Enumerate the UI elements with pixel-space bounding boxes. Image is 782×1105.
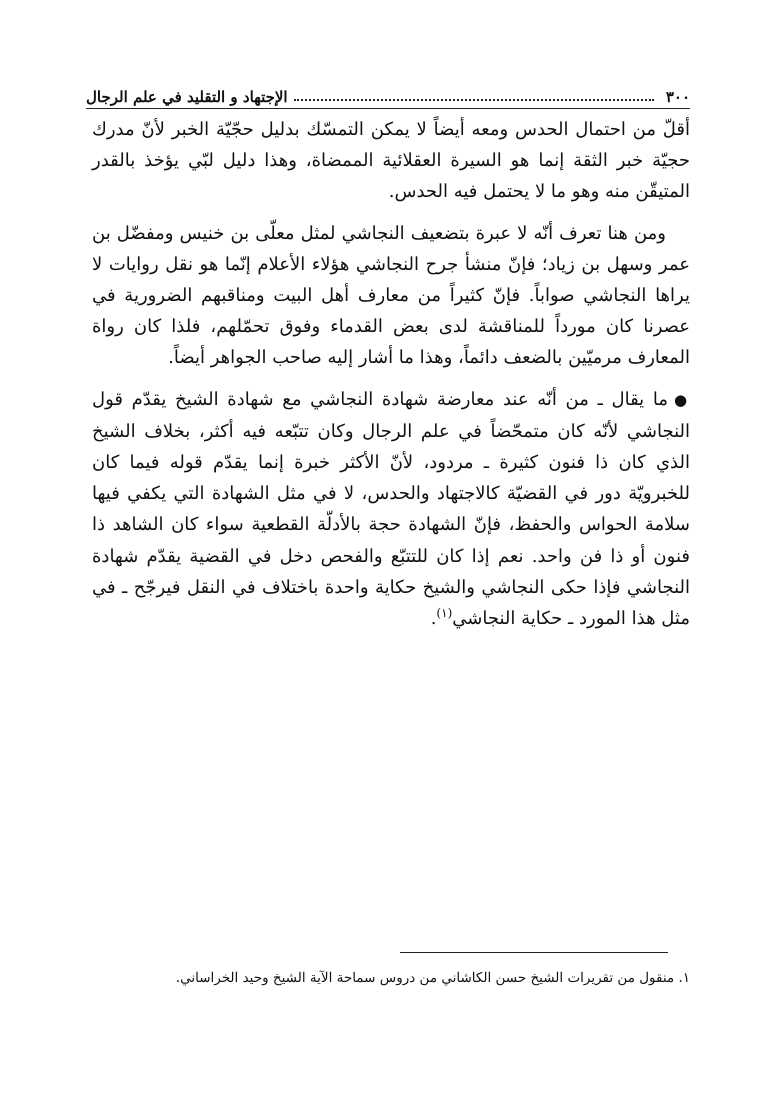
paragraph-3 (92, 384, 690, 635)
page-header (86, 76, 690, 106)
footnote-reference[interactable]: (١) (436, 606, 453, 621)
closing-period: . (430, 608, 437, 630)
page-number: ٣٠٠ (665, 88, 690, 106)
dotted-leader (294, 99, 654, 101)
paragraph-3-text: ما يقال ـ من أنّه عند معارضة شهادة النجاشي مع شهادة الشيخ يقدّم قول النجاشي لأنّه كان متمحّضاً في علم الرجال وكان تتبّعه فيه أكثر، بخلاف الشيخ الذي كان ذا فنون كثيرة ـ مردود، لأنّ الأكثر خبرة إنما يقدّم قوله فيما كان للخبرويّة دور في القضيّة كالاجتهاد والحدس، لا في مثل الشهادة التي يكفي فيها سلامة الحواس والحفظ، فإنّ الشهادة حجة بالأدلّة القطعية سواء كان الشاهد ذا فنون أو ذا فن واحد. نعم إذا كان للتتبّع والفحص دخل في القضية يقدّم شهادة النجاشي فإذا حكى النجاشي والشيخ حكاية واحدة باختلاف في النقل فيرجّح ـ في مثل هذا المورد ـ حكاية النجاشي (92, 388, 690, 630)
footnote: ١. منقول من تقريرات الشيخ حسن الكاشاني من دروس سماحة الآية الشيخ وحيد الخراساني. (175, 970, 690, 986)
header-rule (86, 108, 690, 109)
bullet-icon: ● (673, 390, 690, 409)
paragraph-1 (92, 114, 690, 208)
paragraph-2 (92, 218, 690, 374)
body-text (92, 114, 690, 634)
running-title: الإجتهاد و التقليد في علم الرجال (86, 88, 288, 106)
paragraph-1-text: أقلّ من احتمال الحدس ومعه أيضاً لا يمكن التمسّك بدليل حجّيّة الخبر لأنّ مدرك حجيّة خبر الثقة إنما هو السيرة العقلائية الممضاة، وهذا دليل لبّي يؤخذ بالقدر المتيقّن منه وهو ما لا يحتمل فيه الحدس. (92, 119, 690, 203)
footnote-separator (400, 952, 668, 953)
paragraph-2-text: ومن هنا تعرف أنّه لا عبرة بتضعيف النجاشي لمثل معلّى بن خنيس ومفضّل بن عمر وسهل بن زياد؛ فإنّ منشأ جرح النجاشي هؤلاء الأعلام إنّما هو نقل روايات لا يراها النجاشي صواباً. فإنّ كثيراً من معارف أهل البيت ومناقبهم الضرورية في عصرنا كان مورداً للمناقشة لدى بعض القدماء وفوق تحمّلهم، فلذا كان رواة المعارف مرميّين بالضعف دائماً، وهذا ما أشار إليه صاحب الجواهر أيضاً. (92, 222, 690, 369)
